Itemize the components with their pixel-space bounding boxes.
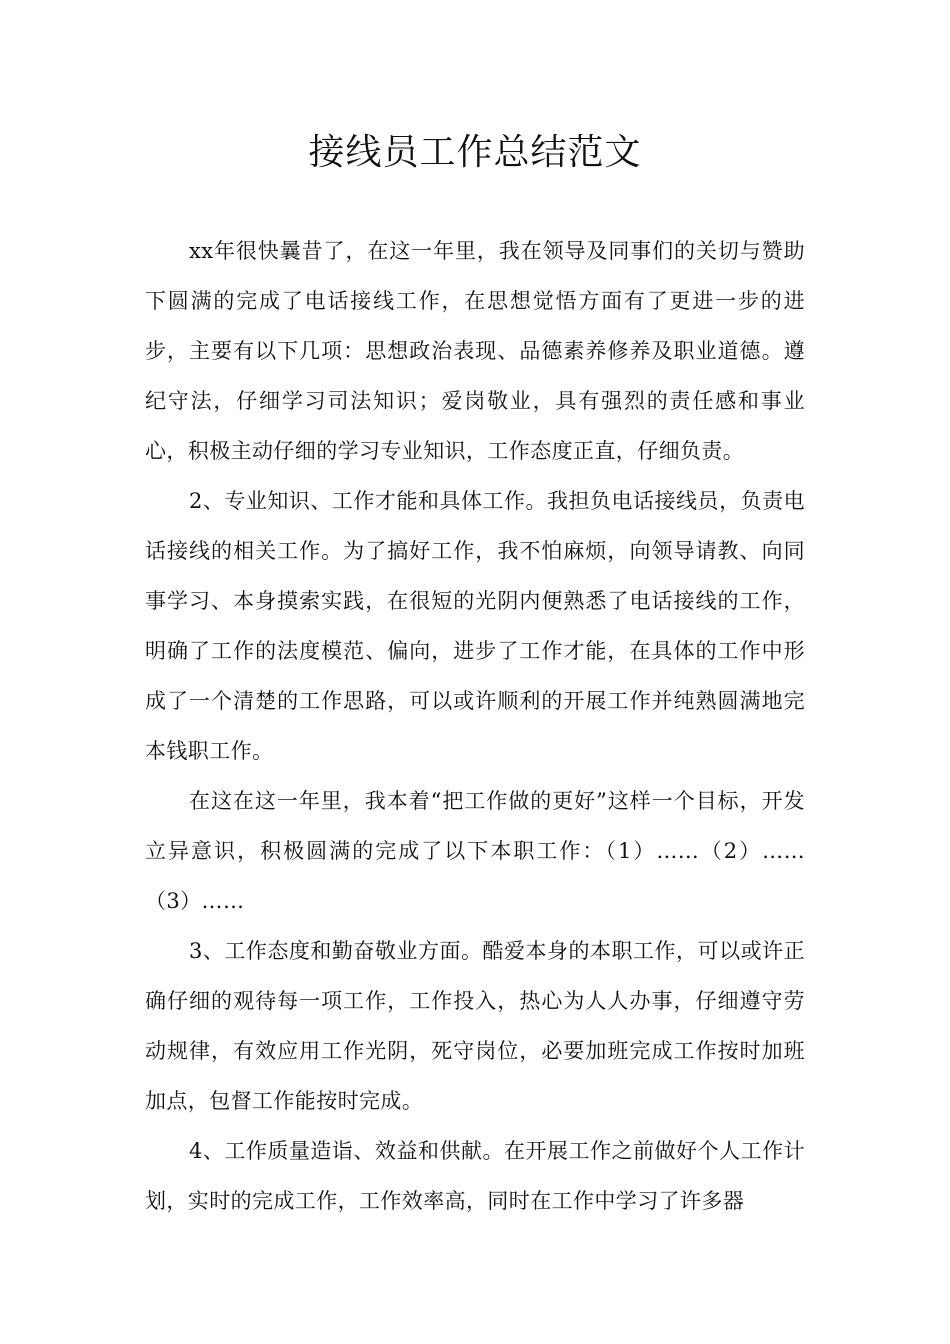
paragraph-annual-goals: 在这在这一年里，我本着“把工作做的更好”这样一个目标，开发立异意识，积极圆满的完成了以下本职工作：（1）……（2）……（3）…… (145, 789, 805, 913)
paragraph-work-attitude: 3、工作态度和勤奋敬业方面。酷爱本身的本职工作，可以或许正确仔细的观待每一项工作，工作投入，热心为人人办事，仔细遵守劳动规律，有效应用工作光阴，死守岗位，必要加班完成工作按时加班加点，包督工作能按时完成。 (145, 939, 805, 1113)
paragraph-intro: xx年很快曩昔了，在这一年里，我在领导及同事们的关切与赞助下圆满的完成了电话接线工作，在思想觉悟方面有了更进一步的进步，主要有以下几项：思想政治表现、品德素养修养及职业道德。遵纪守法，仔细学习司法知识；爱岗敬业，具有强烈的责任感和事业心，积极主动仔细的学习专业知识，工作态度正直，仔细负责。 (145, 239, 805, 463)
paragraph-professional-knowledge: 2、专业知识、工作才能和具体工作。我担负电话接线员，负责电话接线的相关工作。为了搞好工作，我不怕麻烦，向领导请教、向同事学习、本身摸索实践，在很短的光阴内便熟悉了电话接线的工作，明确了工作的法度模范、偏向，进步了工作才能，在具体的工作中形成了一个清楚的工作思路，可以或许顺利的开展工作并纯熟圆满地完本钱职工作。 (145, 489, 805, 763)
document-title: 接线员工作总结范文 (308, 132, 642, 173)
document-body (145, 226, 805, 1226)
paragraph-work-quality: 4、工作质量造诣、效益和供献。在开展工作之前做好个人工作计划，实时的完成工作，工作效率高，同时在工作中学习了许多器 (145, 1139, 805, 1213)
